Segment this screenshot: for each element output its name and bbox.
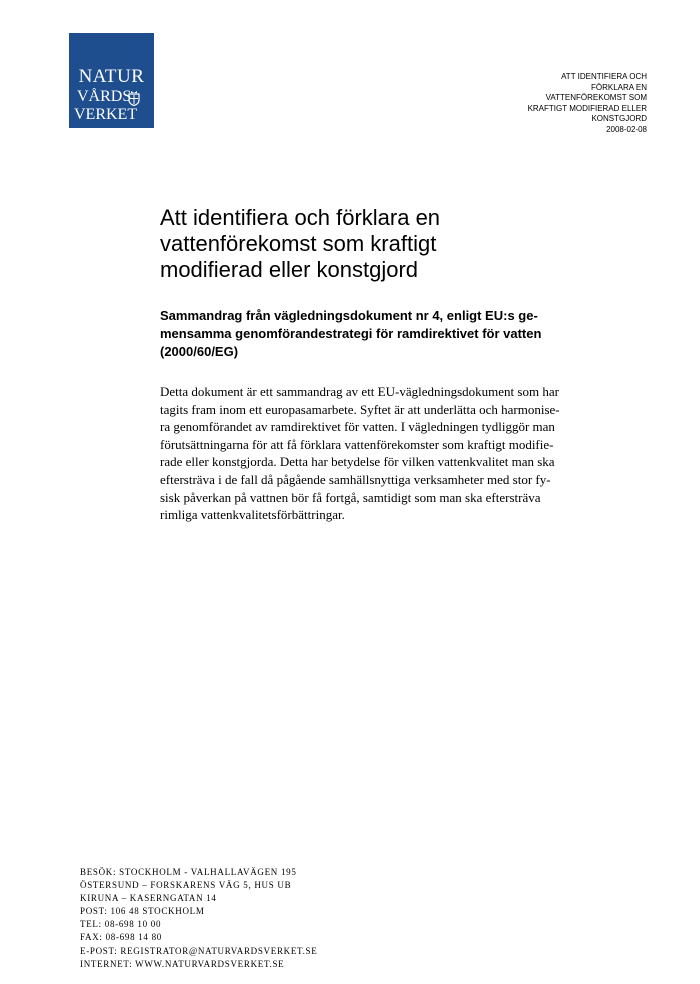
footer-website: INTERNET: WWW.NATURVARDSVERKET.SE bbox=[80, 958, 285, 969]
body-line: tagits fram inom ett europasamarbete. Syftet är att underlätta och harmonise- bbox=[160, 401, 560, 417]
logo-line-1: NATUR bbox=[78, 66, 145, 87]
subtitle-line: mensamma genomförandestrategi för ramdirektivet för vatten bbox=[160, 326, 542, 341]
footer-phone: TEL: 08-698 10 00 bbox=[80, 919, 162, 930]
body-line: ra genomförandet av ramdirektivet för vatten. I vägledningen tydliggör man bbox=[160, 419, 555, 435]
footer-ostersund-address: ÖSTERSUND – FORSKARENS VÄG 5, HUS UB bbox=[80, 880, 292, 891]
header-date: 2008-02-08 bbox=[606, 124, 647, 134]
naturvardsverket-logo bbox=[69, 33, 154, 128]
document-title bbox=[160, 205, 520, 283]
footer-fax: FAX: 08-698 14 80 bbox=[80, 932, 162, 943]
body-line: Detta dokument är ett sammandrag av ett EU-vägledningsdokument som har bbox=[160, 384, 559, 399]
footer-visit-address: BESÖK: STOCKHOLM - VALHALLAVÄGEN 195 bbox=[80, 867, 297, 877]
body-line: rimliga vattenkvalitetsförbättringar. bbox=[160, 507, 345, 523]
crest-icon bbox=[127, 90, 141, 106]
title-line: modifierad eller konstgjord bbox=[160, 257, 419, 282]
header-line: KONSTGJORD bbox=[591, 114, 647, 123]
body-line: förutsättningarna för att få förklara vattenförekomster som kraftigt modifie- bbox=[160, 436, 554, 452]
header-line: VATTENFÖREKOMST SOM bbox=[545, 93, 647, 102]
subtitle-line: (2000/60/EG) bbox=[160, 344, 239, 359]
subtitle-line: Sammandrag från vägledningsdokument nr 4, enligt EU:s ge- bbox=[160, 308, 538, 323]
body-line: rade eller konstgjorda. Detta har betydelse för vilken vattenkvalitet man ska bbox=[160, 454, 555, 470]
document-subtitle bbox=[160, 307, 560, 361]
footer-kiruna-address: KIRUNA – KASERNGATAN 14 bbox=[80, 893, 217, 904]
logo-line-3: VERKET bbox=[74, 106, 138, 123]
header-line: FÖRKLARA EN bbox=[590, 82, 647, 92]
body-line: sisk påverkan på vattnen bör få fortgå, samtidigt som man ska eftersträva bbox=[160, 489, 541, 505]
contact-footer bbox=[80, 866, 317, 971]
title-line: vattenförekomst som kraftigt bbox=[160, 231, 437, 256]
footer-postal-address: POST: 106 48 STOCKHOLM bbox=[80, 906, 205, 917]
footer-email: E-POST: REGISTRATOR@NATURVARDSVERKET.SE bbox=[80, 945, 318, 956]
title-line: Att identifiera och förklara en bbox=[160, 205, 441, 230]
header-line: KRAFTIGT MODIFIERAD ELLER bbox=[527, 103, 647, 113]
document-header-meta bbox=[477, 72, 647, 135]
logo-line-2: VÅRDS bbox=[77, 88, 132, 105]
header-line: ATT IDENTIFIERA OCH bbox=[561, 72, 647, 81]
body-line: eftersträva i de fall då pågående samhällsnyttiga verksamheter med stor fy- bbox=[160, 471, 551, 487]
body-paragraph bbox=[160, 383, 580, 524]
